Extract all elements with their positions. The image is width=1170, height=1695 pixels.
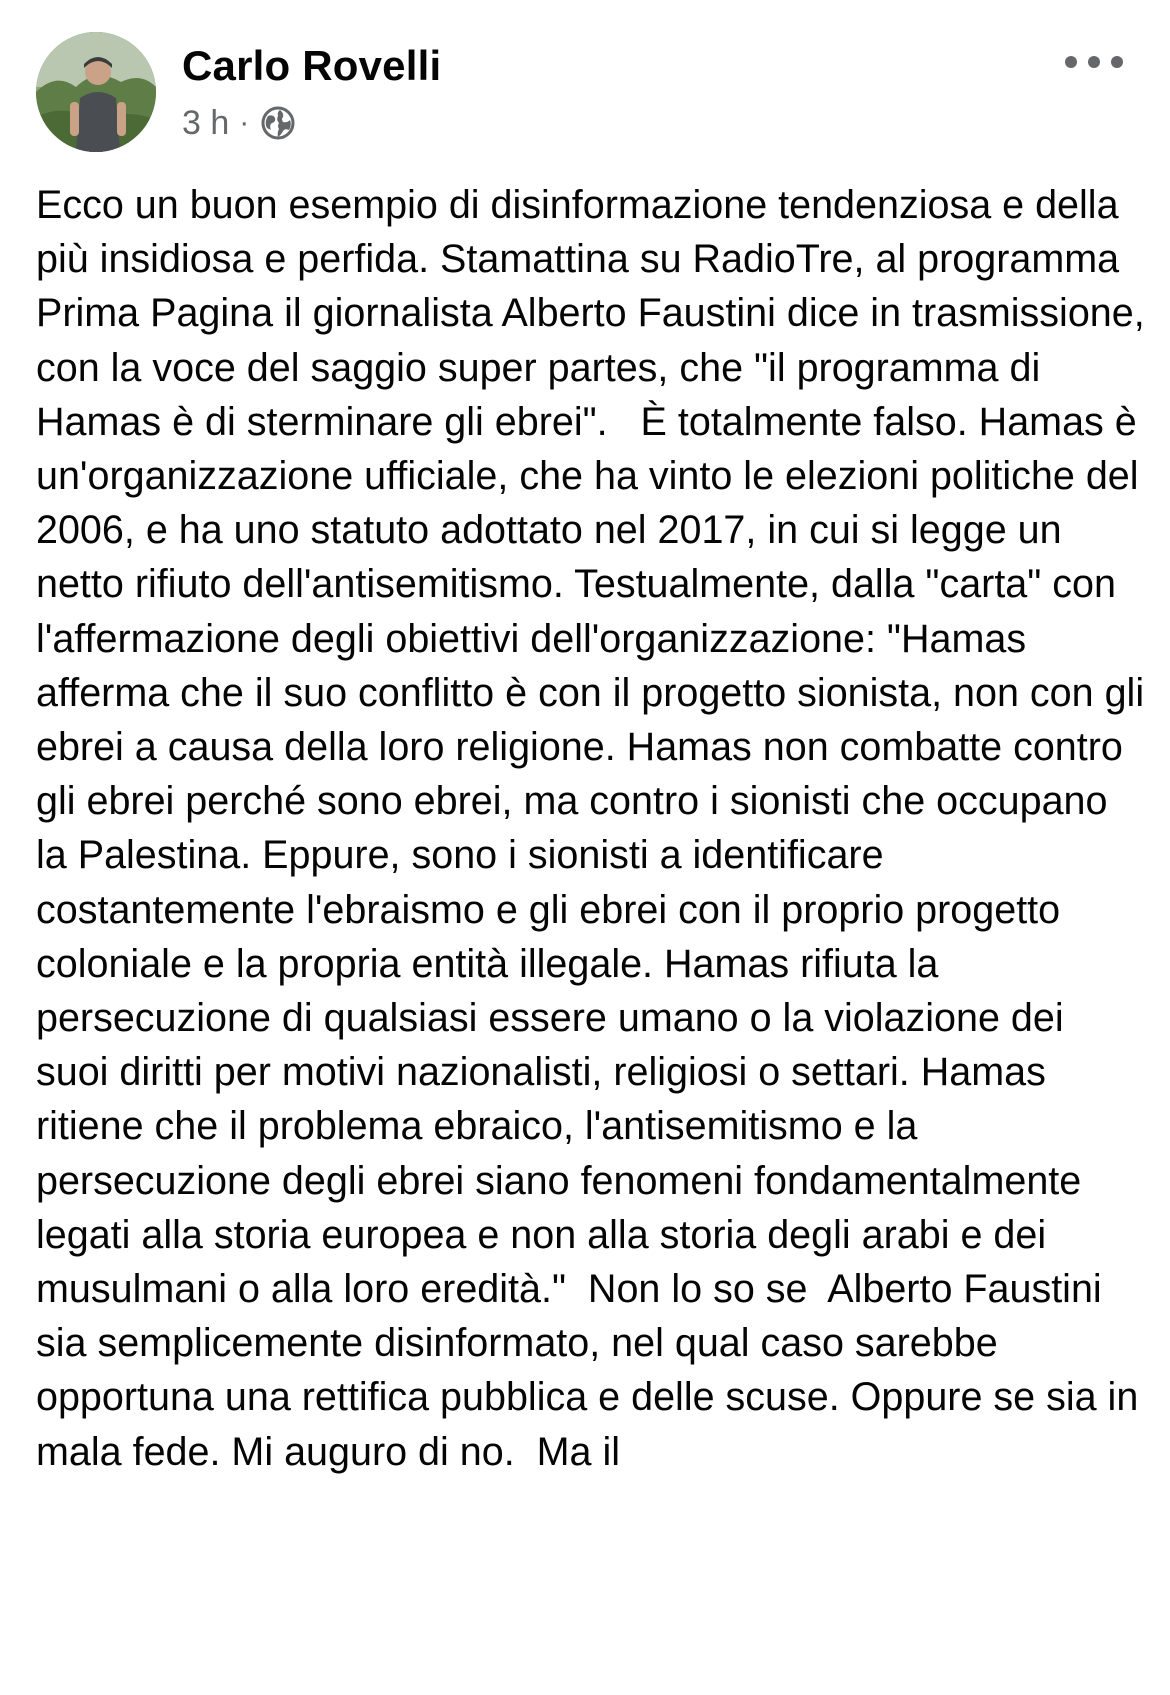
globe-icon[interactable] xyxy=(259,104,297,142)
avatar-photo-icon xyxy=(36,32,156,152)
author-name[interactable]: Carlo Rovelli xyxy=(182,42,442,89)
post-meta xyxy=(182,100,297,146)
post-header xyxy=(0,0,1170,170)
post-timestamp[interactable]: 3 h xyxy=(182,103,230,142)
more-options-icon xyxy=(1062,54,1126,70)
post-text: Ecco un buon esempio di disinformazione tendenziosa e della più insidiosa e perfida. Stamattina su RadioTre, al programma Prima Pagina il giornalista Alberto Faustini dice in trasmissione, con la voce del saggio super partes, che "il programma di Hamas è di sterminare gli ebrei". È totalmente falso. Hamas è un'organizzazione ufficiale, che ha vinto le elezioni politiche del 2006, e ha uno statuto adottato nel 2017, in cui si legge un netto rifiuto dell'antisemitismo. Testualmente, dalla "carta" con l'affermazione degli obiettivi dell'organizzazione: "Hamas afferma che il suo conflitto è con il progetto sionista, non con gli ebrei a causa della loro religione. Hamas non combatte contro gli ebrei perché sono ebrei, ma contro i sionisti che occupano la Palestina. Eppure, sono i sionisti a identificare costantemente l'ebraismo e gli ebrei con il proprio progetto coloniale e la propria entità illegale. Hamas rifiuta la persecuzione di qualsiasi essere umano o la violazione dei suoi diritti per motivi nazionalisti, religiosi o settari. Hamas ritiene che il problema ebraico, l'antisemitismo e la persecuzione degli ebrei siano fenomeni fondamentalmente legati alla storia europea e non alla storia degli arabi e dei musulmani o alla loro eredità." Non lo so se Alberto Faustini sia semplicemente disinformato, nel qual caso sarebbe opportuna una rettifica pubblica e delle scuse. Oppure se sia in mala fede. Mi auguro di no. Ma il xyxy=(36,183,1156,1474)
author-avatar[interactable] xyxy=(36,32,156,152)
meta-separator: · xyxy=(239,106,250,139)
more-options-button[interactable] xyxy=(1054,40,1134,84)
